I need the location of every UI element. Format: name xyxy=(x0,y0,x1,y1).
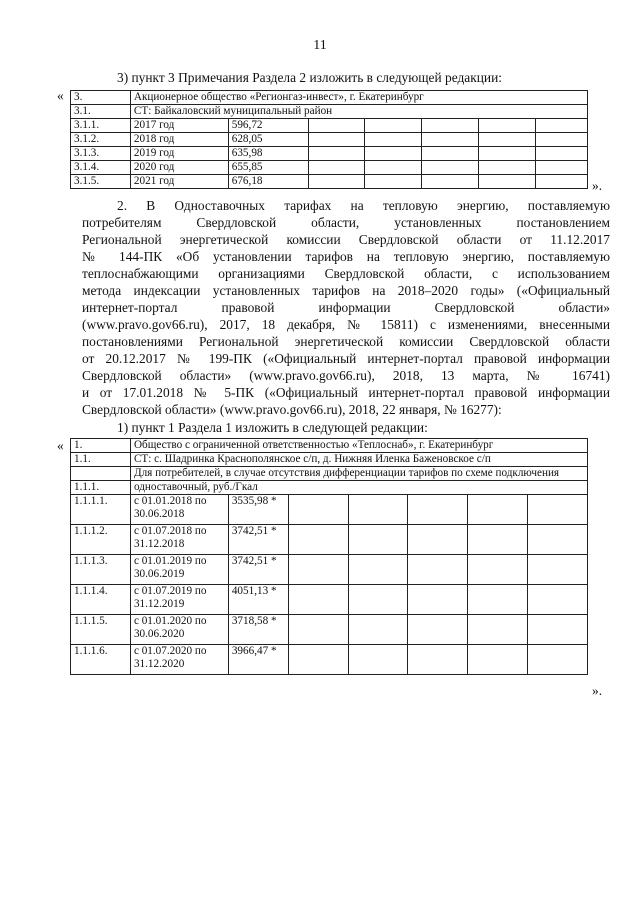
table-row xyxy=(71,555,588,585)
open-quote-2: « xyxy=(57,438,64,453)
period-cell: с 01.07.2020 по 31.12.2020 xyxy=(130,645,228,675)
table-row xyxy=(71,615,588,645)
table-subheader-row xyxy=(71,453,588,467)
period-cell: с 01.01.2020 по 30.06.2020 xyxy=(130,615,228,645)
note-cell: Для потребителей, в случае отсутствия дифференциации тарифов по схеме подключения xyxy=(130,467,587,481)
page-number: 11 xyxy=(313,38,327,53)
row-number-cell: 3.1.5. xyxy=(71,175,131,189)
empty-cell xyxy=(348,555,408,585)
text-line: Свердловской области» (www.pravo.gov66.ru), 2018, 13 марта, № 16741) xyxy=(82,368,610,383)
table-row xyxy=(71,161,588,175)
tariff-value-cell: 635,98 xyxy=(228,147,308,161)
period-cell: с 01.07.2018 по 31.12.2018 xyxy=(130,525,228,555)
open-quote-1: « xyxy=(57,88,64,103)
table-cell: 1.1. xyxy=(71,453,131,467)
text-line: и от 17.01.2018 № 5-ПК («Официальный интернет-портал правовой информации xyxy=(82,385,610,400)
company-name-cell: Общество с ограниченной ответственностью «Теплоснаб», г. Екатеринбург xyxy=(130,439,587,453)
row-number-cell: 3.1.3. xyxy=(71,147,131,161)
row-number-cell: 1.1.1.3. xyxy=(71,555,131,585)
empty-cell xyxy=(528,495,588,525)
row-number-cell: 1.1.1.6. xyxy=(71,645,131,675)
empty-cell xyxy=(308,133,365,147)
period-cell: с 01.07.2019 по 31.12.2019 xyxy=(130,585,228,615)
empty-cell xyxy=(536,133,588,147)
empty-cell xyxy=(408,615,468,645)
empty-cell xyxy=(288,525,348,555)
empty-cell xyxy=(422,133,479,147)
empty-cell xyxy=(365,119,422,133)
text-line: (www.pravo.gov66.ru), 2017, 18 декабря, № 15811) с изменениями, внесенными xyxy=(82,317,610,332)
empty-cell xyxy=(408,645,468,675)
table-cell: 3.1. xyxy=(71,105,131,119)
empty-cell xyxy=(528,645,588,675)
empty-cell xyxy=(479,119,536,133)
empty-cell xyxy=(422,119,479,133)
empty-cell xyxy=(536,119,588,133)
text-line: теплоснабжающими организациями Свердловской области, с использованием xyxy=(82,266,610,281)
text-line: Региональной энергетической комиссии Свердловской области от 11.12.2017 xyxy=(82,232,610,247)
empty-cell xyxy=(348,495,408,525)
empty-cell xyxy=(288,585,348,615)
empty-cell xyxy=(422,147,479,161)
empty-cell xyxy=(479,175,536,189)
paragraph-2 xyxy=(82,197,610,418)
tariff-value-cell: 4051,13 * xyxy=(228,585,288,615)
empty-cell xyxy=(528,615,588,645)
empty-cell xyxy=(468,525,528,555)
tariff-value-cell: 3742,51 * xyxy=(228,525,288,555)
table-row xyxy=(71,495,588,525)
empty-cell xyxy=(365,147,422,161)
table-cell: 1. xyxy=(71,439,131,453)
row-number-cell: 3.1.2. xyxy=(71,133,131,147)
table-cell: 1.1.1. xyxy=(71,481,131,495)
empty-cell xyxy=(536,161,588,175)
table-note-row xyxy=(71,467,588,481)
tariff-value-cell: 655,85 xyxy=(228,161,308,175)
empty-cell xyxy=(348,615,408,645)
empty-cell xyxy=(468,615,528,645)
empty-cell xyxy=(348,585,408,615)
empty-cell xyxy=(408,525,468,555)
row-number-cell: 1.1.1.4. xyxy=(71,585,131,615)
table-row xyxy=(71,525,588,555)
empty-cell xyxy=(479,161,536,175)
period-cell: с 01.01.2018 по 30.06.2018 xyxy=(130,495,228,525)
empty-cell xyxy=(528,555,588,585)
empty-cell xyxy=(365,175,422,189)
empty-cell xyxy=(308,147,365,161)
year-cell: 2018 год xyxy=(130,133,228,147)
empty-cell xyxy=(468,585,528,615)
empty-cell xyxy=(479,147,536,161)
year-cell: 2020 год xyxy=(130,161,228,175)
unit-cell: одноставочный, руб./Гкал xyxy=(130,481,587,495)
table-cell xyxy=(71,467,131,481)
table-subheader-row xyxy=(71,105,588,119)
text-line: № 144-ПК «Об установлении тарифов на тепловую энергию, поставляемую xyxy=(82,249,610,264)
empty-cell xyxy=(479,133,536,147)
row-number-cell: 1.1.1.5. xyxy=(71,615,131,645)
tariff-value-cell: 3742,51 * xyxy=(228,555,288,585)
company-name-cell: Акционерное общество «Регионгаз-инвест», г. Екатеринбург xyxy=(130,91,587,105)
empty-cell xyxy=(348,645,408,675)
table-row xyxy=(71,585,588,615)
table-row xyxy=(71,645,588,675)
table-row xyxy=(71,147,588,161)
empty-cell xyxy=(308,161,365,175)
empty-cell xyxy=(288,495,348,525)
text-line: 2. В Одноставочных тарифах на тепловую энергию, поставляемую xyxy=(117,198,610,213)
tariff-value-cell: 676,18 xyxy=(228,175,308,189)
empty-cell xyxy=(288,645,348,675)
table-cell: 3. xyxy=(71,91,131,105)
table-header-row xyxy=(71,439,588,453)
row-number-cell: 1.1.1.1. xyxy=(71,495,131,525)
empty-cell xyxy=(288,615,348,645)
empty-cell xyxy=(348,525,408,555)
table-row xyxy=(71,175,588,189)
text-line: потребителям Свердловской области, установленных постановлением xyxy=(82,215,610,230)
row-number-cell: 3.1.4. xyxy=(71,161,131,175)
table-unit-row xyxy=(71,481,588,495)
year-cell: 2021 год xyxy=(130,175,228,189)
empty-cell xyxy=(468,645,528,675)
table-row xyxy=(71,119,588,133)
tariff-table-1 xyxy=(70,90,588,189)
empty-cell xyxy=(536,175,588,189)
close-quote-2: ». xyxy=(592,683,603,698)
text-line: Свердловской области» (www.pravo.gov66.ru), 2018, 22 января, № 16277): xyxy=(82,402,502,417)
text-line: от 20.12.2017 № 199-ПК («Официальный интернет-портал правовой информации xyxy=(82,351,610,366)
empty-cell xyxy=(365,133,422,147)
empty-cell xyxy=(365,161,422,175)
row-number-cell: 1.1.1.2. xyxy=(71,525,131,555)
section-heading-2: 1) пункт 1 Раздела 1 изложить в следующей редакции: xyxy=(117,420,428,435)
empty-cell xyxy=(288,555,348,585)
text-line: постановлениями Региональной энергетической комиссии Свердловской области xyxy=(82,334,610,349)
row-number-cell: 3.1.1. xyxy=(71,119,131,133)
empty-cell xyxy=(308,175,365,189)
table-row xyxy=(71,133,588,147)
territory-cell: СТ: с. Шадринка Краснополянское с/п, д. Нижняя Иленка Баженовское с/п xyxy=(130,453,587,467)
year-cell: 2019 год xyxy=(130,147,228,161)
tariff-value-cell: 3718,58 * xyxy=(228,615,288,645)
empty-cell xyxy=(528,525,588,555)
text-line: интернет-портал правовой информации Свердловской области» xyxy=(82,300,610,315)
table-header-row xyxy=(71,91,588,105)
empty-cell xyxy=(422,175,479,189)
territory-cell: СТ: Байкаловский муниципальный район xyxy=(130,105,587,119)
section-heading-1: 3) пункт 3 Примечания Раздела 2 изложить в следующей редакции: xyxy=(117,70,502,85)
empty-cell xyxy=(308,119,365,133)
close-quote-1: ». xyxy=(592,178,603,193)
text-line: метода индексации установленных тарифов на 2018–2020 годы» («Официальный xyxy=(82,283,610,298)
year-cell: 2017 год xyxy=(130,119,228,133)
tariff-value-cell: 628,05 xyxy=(228,133,308,147)
empty-cell xyxy=(468,555,528,585)
empty-cell xyxy=(408,555,468,585)
period-cell: с 01.01.2019 по 30.06.2019 xyxy=(130,555,228,585)
tariff-table-2 xyxy=(70,438,588,675)
empty-cell xyxy=(408,585,468,615)
empty-cell xyxy=(468,495,528,525)
tariff-value-cell: 596,72 xyxy=(228,119,308,133)
empty-cell xyxy=(422,161,479,175)
empty-cell xyxy=(528,585,588,615)
tariff-value-cell: 3535,98 * xyxy=(228,495,288,525)
empty-cell xyxy=(408,495,468,525)
empty-cell xyxy=(536,147,588,161)
tariff-value-cell: 3966,47 * xyxy=(228,645,288,675)
